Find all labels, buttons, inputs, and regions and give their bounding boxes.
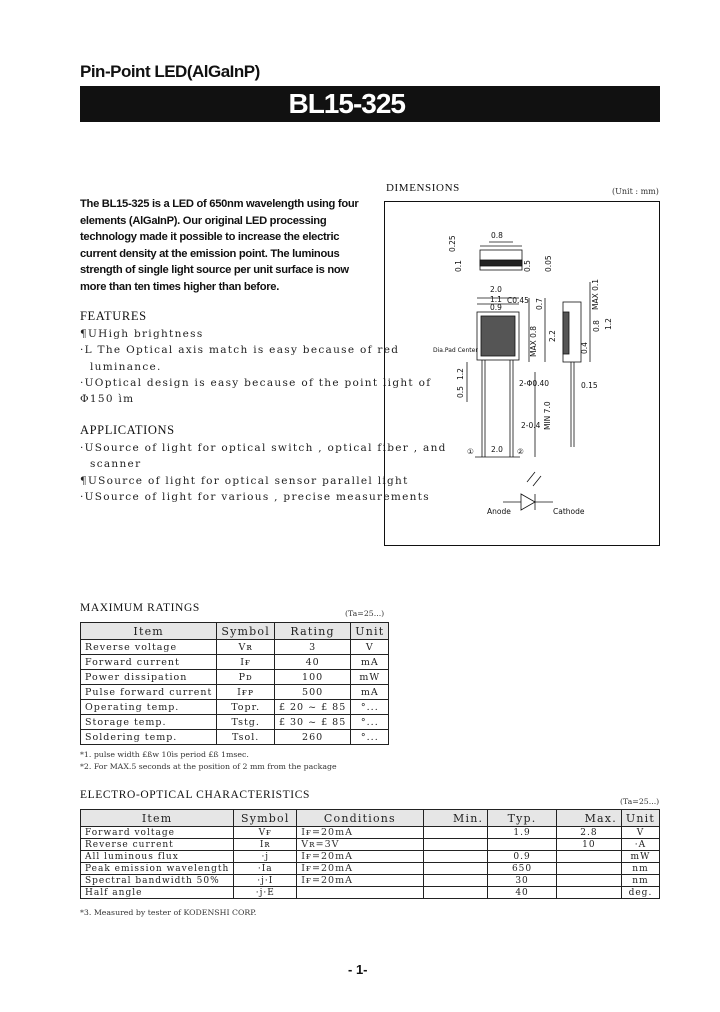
dim-label: 2-0.4 [521,421,541,430]
dim-label: 0.5 [456,386,465,398]
table-row [81,685,389,700]
applications-list [80,440,447,505]
cell: mW [621,851,659,863]
max-ratings-condition: (Ta=25...) [345,609,385,618]
dim-label: 2.0 [490,285,502,294]
cell: 260 [274,730,350,745]
top-lens-band [480,260,522,266]
cell: ·j [234,851,297,863]
cell [423,827,488,839]
feature-item-cont: Φ150 ìm [80,393,135,406]
cell [556,887,621,899]
cell: Forward voltage [81,827,234,839]
dimensions-heading: DIMENSIONS [386,182,460,194]
cell: Vғ [234,827,297,839]
cell: 10 [556,839,621,851]
dim-label: 0.7 [535,298,544,310]
cell: mA [351,685,389,700]
cell: 2.8 [556,827,621,839]
dim-label: 2.0 [491,445,503,454]
table-row [81,839,660,851]
dim-label: 1.2 [604,318,613,330]
cell: Operating temp. [81,700,217,715]
cell [423,851,488,863]
col-header: Max. [556,810,621,827]
cell: Power dissipation [81,670,217,685]
pin-label: ① [467,447,474,456]
features-heading: FEATURES [80,309,147,323]
cell: 500 [274,685,350,700]
cell: £ 30 ~ £ 85 [274,715,350,730]
dim-label: 0.5 [523,260,532,272]
cell: mW [351,670,389,685]
cell: °... [351,730,389,745]
cell: Reverse voltage [81,640,217,655]
cell: Spectral bandwidth 50% [81,875,234,887]
dimensions-unit: (Unit : mm) [612,187,659,196]
cell [556,863,621,875]
cell: V [351,640,389,655]
cell: 3 [274,640,350,655]
cell: 650 [488,863,557,875]
features-list [80,326,432,407]
cell: ·j·E [234,887,297,899]
feature-item: ¶UHigh brightness [80,328,204,340]
electro-optical-note: *3. Measured by tester of KODENSHI CORP. [80,908,257,917]
electro-optical-heading: ELECTRO-OPTICAL CHARACTERISTICS [80,789,310,801]
cell: Vʀ [217,640,275,655]
table-row [81,851,660,863]
dimensions-box [384,201,660,546]
dim-label: 1.2 [456,368,465,380]
intro-paragraph: The BL15-325 is a LED of 650nm wavelength using four elements (AlGaInP). Our original LED processing technology made it possible to increase the electric current density at the emission point. The luminous strength of single light source per unit surface is now more than ten times higher than before. [80,198,359,293]
cell: Tsol. [217,730,275,745]
table-header [81,623,389,640]
page-number: - 1- [348,962,368,977]
col-header: Unit [621,810,659,827]
table-row [81,640,389,655]
cell: 40 [274,655,350,670]
dim-label: 0.8 [592,320,601,332]
dim-label: 0.15 [581,381,598,390]
dim-label: 2.2 [548,330,557,342]
max-ratings-note: *1. pulse width £ßw 10ìs period £ß 1msec. [80,750,249,759]
table-row [81,670,389,685]
cell: Vʀ=3V [297,839,423,851]
cell: deg. [621,887,659,899]
cell: Iғ=20mA [297,863,423,875]
cell: Iғ=20mA [297,875,423,887]
cell: Topr. [217,700,275,715]
part-number-banner [80,86,660,122]
table-row [81,700,389,715]
col-header: Item [81,623,217,640]
cell: Storage temp. [81,715,217,730]
cell: 40 [488,887,557,899]
cell: °... [351,715,389,730]
feature-item: ·UOptical design is easy because of the point light of [80,376,432,389]
electro-optical-table [80,809,660,899]
cell: Tstg. [217,715,275,730]
cell: V [621,827,659,839]
application-item: ·USource of light for various , precise measurements [80,490,430,503]
cell: Iʀ [234,839,297,851]
cell: Reverse current [81,839,234,851]
dim-label: Dia.Pad Center [433,347,478,354]
cell: Forward current [81,655,217,670]
max-ratings-table [80,622,389,745]
cell: Pᴅ [217,670,275,685]
application-item: ¶USource of light for optical sensor parallel light [80,474,409,487]
table-header [81,810,660,827]
cell: 0.9 [488,851,557,863]
cathode-label: Cathode [553,507,585,516]
application-item-cont: scanner [90,458,142,471]
table-row [81,655,389,670]
cell: 30 [488,875,557,887]
max-ratings-heading: MAXIMUM RATINGS [80,602,200,614]
cell: Iғ=20mA [297,851,423,863]
dim-label: 0.1 [454,260,463,272]
table-row [81,863,660,875]
dim-label: 0.8 [491,231,503,240]
pin-label: ② [517,447,524,456]
cell: ·Ia [234,863,297,875]
cell [423,863,488,875]
cell: nm [621,863,659,875]
col-header: Min. [423,810,488,827]
dim-label: 1.1 [490,295,502,304]
cell: Iғᴘ [217,685,275,700]
cell: £ 20 ~ £ 85 [274,700,350,715]
cell: ·j·I [234,875,297,887]
max-ratings-note: *2. For MAX.5 seconds at the position of 2 mm from the package [80,762,337,771]
col-header: Conditions [297,810,423,827]
dim-label: 2-Φ0.40 [519,379,550,388]
package-window [481,316,515,356]
col-header: Symbol [234,810,297,827]
dim-label: MAX 0.8 [529,325,538,357]
col-header: Item [81,810,234,827]
dim-label: 0.05 [544,255,553,272]
cell [556,851,621,863]
table-row [81,887,660,899]
dim-label: 0.25 [448,235,457,252]
electro-optical-condition: (Ta=25...) [620,797,660,806]
cell [423,875,488,887]
cell: Half angle [81,887,234,899]
cell [423,887,488,899]
cell: ·A [621,839,659,851]
col-header: Unit [351,623,389,640]
col-header: Symbol [217,623,275,640]
product-family-title: Pin-Point LED(AlGaInP) [80,62,260,81]
package-drawing [385,202,659,545]
table-row [81,715,389,730]
col-header: Typ. [488,810,557,827]
applications-heading: APPLICATIONS [80,423,175,437]
cell: Iғ=20mA [297,827,423,839]
cell: Pulse forward current [81,685,217,700]
table-row [81,875,660,887]
cell: nm [621,875,659,887]
cell: Iғ [217,655,275,670]
table-row [81,827,660,839]
feature-item: ·L The Optical axis match is easy because of red [80,344,400,357]
cell: Peak emission wavelength [81,863,234,875]
cell [556,875,621,887]
anode-label: Anode [487,507,511,516]
cell: mA [351,655,389,670]
col-header: Rating [274,623,350,640]
cell [297,887,423,899]
cell: °... [351,700,389,715]
dim-label: MAX 0.1 [591,278,600,310]
cell: All luminous flux [81,851,234,863]
dim-label: 0.4 [580,342,589,354]
dim-label: MIN 7.0 [543,401,552,430]
dim-label: 0.9 [490,303,502,312]
application-item: ·USource of light for optical switch , optical fiber , and [80,442,447,454]
cell [423,839,488,851]
cell: 100 [274,670,350,685]
cell [488,839,557,851]
cell: Soldering temp. [81,730,217,745]
table-row [81,730,389,745]
cell: 1.9 [488,827,557,839]
feature-item-cont: luminance. [90,360,162,373]
part-number: BL15-325 [288,88,405,119]
dim-label: C0.45 [507,296,529,305]
